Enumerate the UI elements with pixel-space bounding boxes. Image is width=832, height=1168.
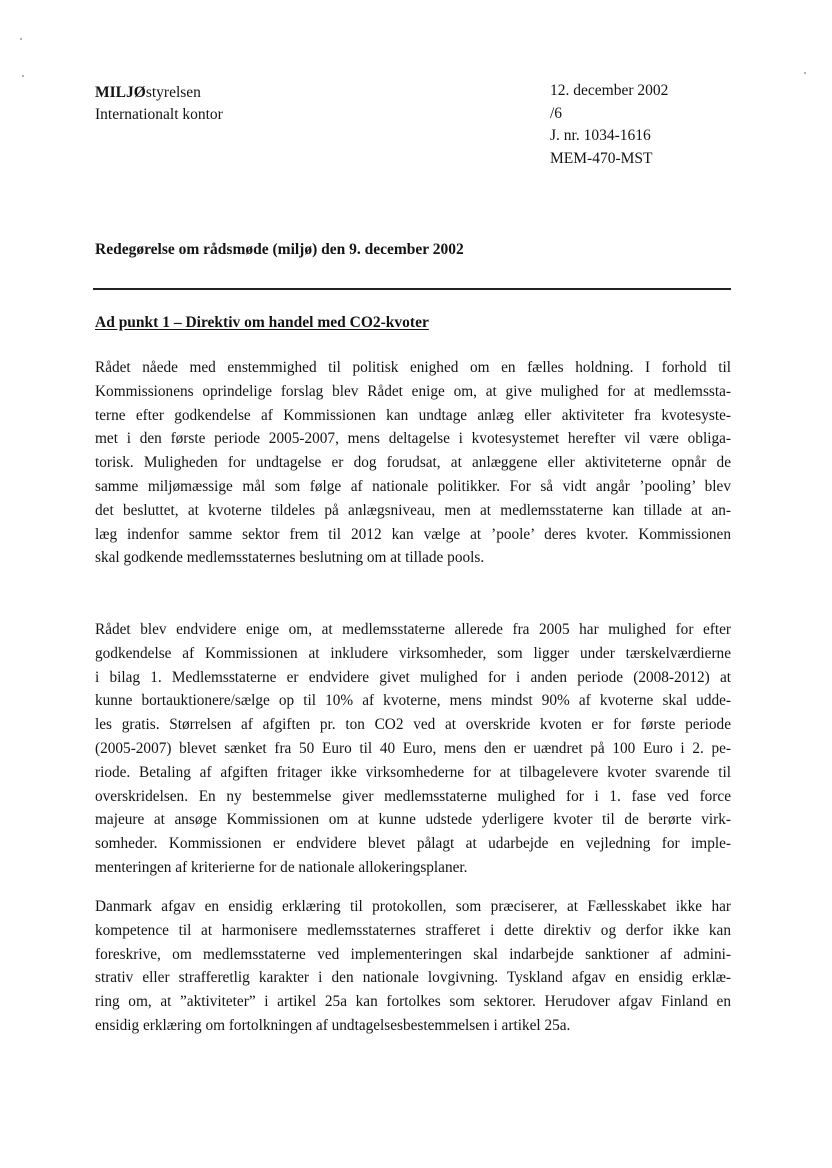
- office-name: Internationalt kontor: [95, 106, 223, 123]
- scan-speck: [22, 75, 24, 77]
- paragraph-line: det besluttet, at kvoterne tildeles på anlægsniveau, men at medlemsstaterne kan tillade at an-: [95, 501, 731, 519]
- organization-name: MILJØstyrelsen: [95, 84, 201, 101]
- document-title: Redegørelse om rådsmøde (miljø) den 9. december 2002: [95, 241, 464, 258]
- paragraph-line: skal godkende medlemsstaternes beslutning om at tillade pools.: [95, 549, 485, 567]
- paragraph-line: godkendelse af Kommissionen at inkludere virksomheder, som ligger under tærskelværdierne: [95, 644, 731, 662]
- paragraph-line: læg indenfor samme sektor frem til 2012 kan vælge at ’poole’ deres kvoter. Kommissionen: [95, 525, 731, 543]
- reference-code: MEM-470-MST: [550, 149, 653, 167]
- paragraph-3: [95, 895, 731, 1038]
- sender-block: [95, 82, 223, 126]
- paragraph-line: Danmark afgav en ensidig erklæring til protokollen, som præciserer, at Fællesskabet ikke har: [95, 898, 731, 915]
- paragraph-2: [95, 618, 731, 880]
- paragraph-line: strativ eller strafferetlig karakter i den nationale lovgivning. Tyskland afgav en ensidig erklæ-: [95, 969, 731, 987]
- paragraph-line: overskridelsen. En ny bestemmelse giver medlemsstaterne mulighed for i 1. fase ved force: [95, 787, 731, 805]
- scan-speck: [804, 72, 806, 74]
- journal-number: J. nr. 1034-1616: [550, 127, 651, 144]
- paragraph-line: ensidig erklæring om fortolkningen af undtagelsesbestemmelsen i artikel 25a.: [95, 1016, 571, 1034]
- scan-speck: [20, 38, 22, 40]
- paragraph-line: riode. Betaling af afgiften fritager ikke virksomhederne for at tilbagelevere kvoter svarende til: [95, 763, 731, 781]
- paragraph-line: samme miljømæssige mål som følge af nationale politikker. For så vidt angår ’pooling’ blev: [95, 477, 731, 495]
- paragraph-line: (2005-2007) blevet sænket fra 50 Euro til 40 Euro, mens den er uændret på 100 Euro i 2. pe-: [95, 739, 731, 757]
- paragraph-line: Kommissionens oprindelige forslag blev Rådet enige om, at give mulighed for at medlemssta-: [95, 382, 731, 400]
- paragraph-line: ring om, at ”aktiviteter” i artikel 25a kan fortolkes som sektorer. Herudover afgav Finland en: [95, 993, 731, 1011]
- paragraph-line: somheder. Kommissionen er endvidere blevet pålagt at udarbejde en vejledning for imple-: [95, 835, 731, 853]
- paragraph-line: i bilag 1. Medlemsstaterne er endvidere givet mulighed for i anden periode (2008-2012) at: [95, 668, 731, 686]
- paragraph-line: majeure at ansøge Kommissionen om at kunne udstede yderligere kvoter til de berørte virk-: [95, 811, 731, 829]
- paragraph-line: torisk. Muligheden for undtagelse er dog forudsat, at anlæggene eller aktiviteterne opnår de: [95, 454, 731, 472]
- paragraph-line: terne efter godkendelse af Kommissionen kan undtage anlæg eller aktiviteter fra kvotesyste-: [95, 406, 731, 424]
- paragraph-1: [95, 356, 731, 570]
- reference-block: [550, 80, 668, 170]
- paragraph-line: foreskrive, om medlemsstaterne ved implementeringen skal indarbejde sanktioner af admini-: [95, 945, 731, 963]
- paragraph-line: les gratis. Størrelsen af afgiften pr. ton CO2 ved at overskride kvoten er for første periode: [95, 716, 731, 734]
- paragraph-line: kompetence til at harmonisere medlemsstaternes strafferet i dette direktiv og derfor ikke kan: [95, 921, 731, 939]
- paragraph-line: Rådet nåede med enstemmighed til politisk enighed om en fælles holdning. I forhold til: [95, 359, 731, 376]
- paragraph-line: met i den første periode 2005-2007, mens deltagelse i kvotesystemet herefter vil være obliga-: [95, 430, 731, 448]
- paragraph-line: kunne bortauktionere/sælge op til 10% af kvoterne, mens mindst 90% af kvoterne skal udde-: [95, 692, 731, 710]
- title-divider: [93, 288, 731, 290]
- paragraph-line: menteringen af kriterierne for de nationale allokeringsplaner.: [95, 858, 468, 876]
- reference-line: /6: [550, 104, 563, 122]
- section-heading: Ad punkt 1 – Direktiv om handel med CO2-kvoter: [95, 314, 429, 331]
- document-date: 12. december 2002: [550, 82, 669, 99]
- paragraph-line: Rådet blev endvidere enige om, at medlemsstaterne allerede fra 2005 har mulighed for efter: [95, 621, 731, 638]
